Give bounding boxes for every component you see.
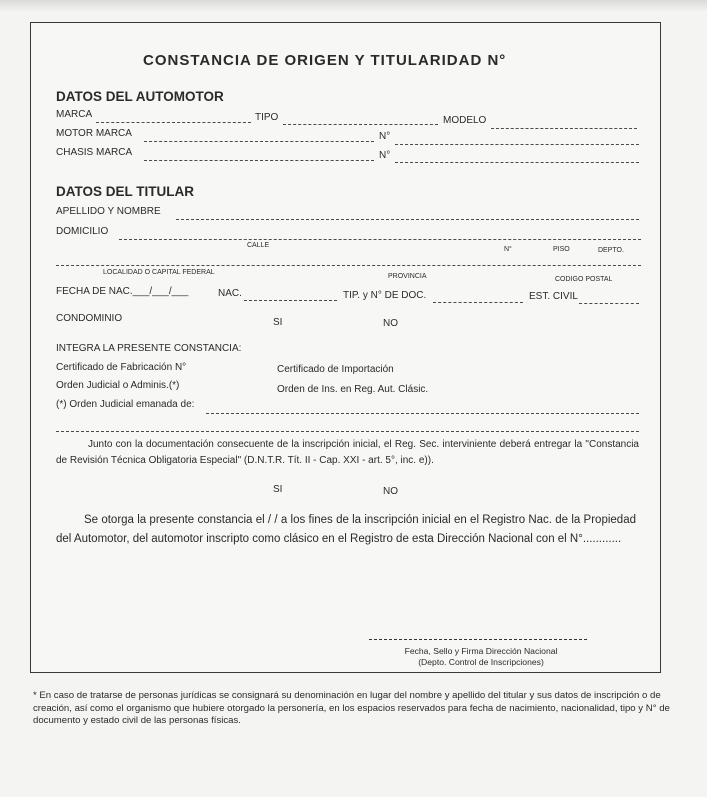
localidad-caption: LOCALIDAD O CAPITAL FEDERAL: [103, 269, 215, 276]
motor-numero-field[interactable]: [395, 144, 639, 145]
form-frame: [30, 22, 661, 673]
tip-doc-label: TIP. y N° DE DOC.: [343, 290, 427, 301]
calle-caption: CALLE: [247, 242, 270, 249]
revision-tecnica-paragraph: Junto con la documentación consecuente de la inscripción inicial, el Reg. Sec. interviniente deberá entregar la "Constancia de Revisión Técnica Obligatoria Especial" (D.N.T.R. Tít. II - Cap. XXI - art. 5°, inc. e)).: [56, 439, 639, 466]
chasis-marca-field[interactable]: [144, 160, 374, 161]
tipo-label: TIPO: [255, 112, 279, 123]
fecha-nac-label[interactable]: FECHA DE NAC.___/___/___: [56, 286, 189, 297]
condominio-label: CONDOMINIO: [56, 313, 123, 324]
piso-caption: PISO: [553, 246, 570, 253]
orden-emanada-field[interactable]: [206, 413, 639, 414]
signature-subcaption: (Depto. Control de Inscripciones): [418, 657, 544, 667]
est-civil-label: EST. CIVIL: [529, 291, 578, 302]
nac-label: NAC.: [218, 288, 242, 299]
modelo-field[interactable]: [491, 128, 637, 129]
apellido-nombre-label: APELLIDO Y NOMBRE: [56, 206, 161, 217]
scan-edge-shadow: [0, 0, 707, 12]
signature-line[interactable]: [369, 639, 587, 640]
form-title: CONSTANCIA DE ORIGEN Y TITULARIDAD N°: [143, 52, 507, 69]
provincia-caption: PROVINCIA: [388, 273, 427, 280]
motor-numero-label: N°: [379, 131, 391, 142]
footnote: * En caso de tratarse de personas jurídicas se consignará su denominación en lugar del nombre y apellido del titular y sus datos de inscripción o de creación, así como el organismo que hubiere otorgado la personería, en los espacios reservados para fecha de nacimiento, nacionalidad, tipo y N° de documento y estado civil de las personas físicas.: [33, 690, 670, 726]
cert-importacion-label[interactable]: Certificado de Importación: [277, 364, 394, 375]
codigo-postal-caption: CODIGO POSTAL: [555, 276, 613, 283]
orden-judicial-label[interactable]: Orden Judicial o Adminis.(*): [56, 380, 180, 391]
section-automotor-heading: DATOS DEL AUTOMOTOR: [56, 89, 224, 104]
revision-no-option[interactable]: NO: [383, 486, 398, 497]
apellido-nombre-field[interactable]: [176, 219, 639, 220]
modelo-label: MODELO: [443, 115, 487, 126]
otorgamiento-paragraph: Se otorga la presente constancia el / / a los fines de la inscripción inicial en el Registro Nac. de la Propiedad del Automotor, del automotor inscripto como clásico en el Registro de esta Dirección Nacional con el N°............: [56, 514, 636, 545]
section-titular-heading: DATOS DEL TITULAR: [56, 184, 194, 199]
integra-heading: INTEGRA LA PRESENTE CONSTANCIA:: [56, 343, 242, 354]
orden-emanada-label: (*) Orden Judicial emanada de:: [56, 399, 195, 410]
domicilio-field[interactable]: [119, 239, 641, 240]
tip-doc-field[interactable]: [433, 302, 523, 303]
condominio-no-option[interactable]: NO: [383, 318, 398, 329]
orden-emanada-field-2[interactable]: [56, 431, 639, 432]
motor-marca-field[interactable]: [144, 141, 374, 142]
marca-field[interactable]: [96, 122, 251, 123]
est-civil-field[interactable]: [579, 303, 639, 304]
orden-inscripcion-label[interactable]: Orden de Ins. en Reg. Aut. Clásic.: [277, 384, 429, 395]
depto-caption: DEPTO.: [598, 247, 624, 254]
numero-caption: N°: [504, 246, 512, 253]
localidad-field[interactable]: [56, 265, 641, 266]
domicilio-label: DOMICILIO: [56, 226, 109, 237]
marca-label: MARCA: [56, 109, 93, 120]
condominio-si-option[interactable]: SI: [273, 317, 283, 328]
tipo-field[interactable]: [283, 124, 438, 125]
motor-marca-label: MOTOR MARCA: [56, 128, 132, 139]
revision-si-option[interactable]: SI: [273, 484, 283, 495]
chasis-numero-field[interactable]: [395, 162, 639, 163]
chasis-marca-label: CHASIS MARCA: [56, 147, 133, 158]
cert-fabricacion-label[interactable]: Certificado de Fabricación N°: [56, 362, 187, 373]
signature-caption: Fecha, Sello y Firma Dirección Nacional: [404, 646, 558, 656]
chasis-numero-label: N°: [379, 150, 391, 161]
nac-field[interactable]: [244, 300, 337, 301]
